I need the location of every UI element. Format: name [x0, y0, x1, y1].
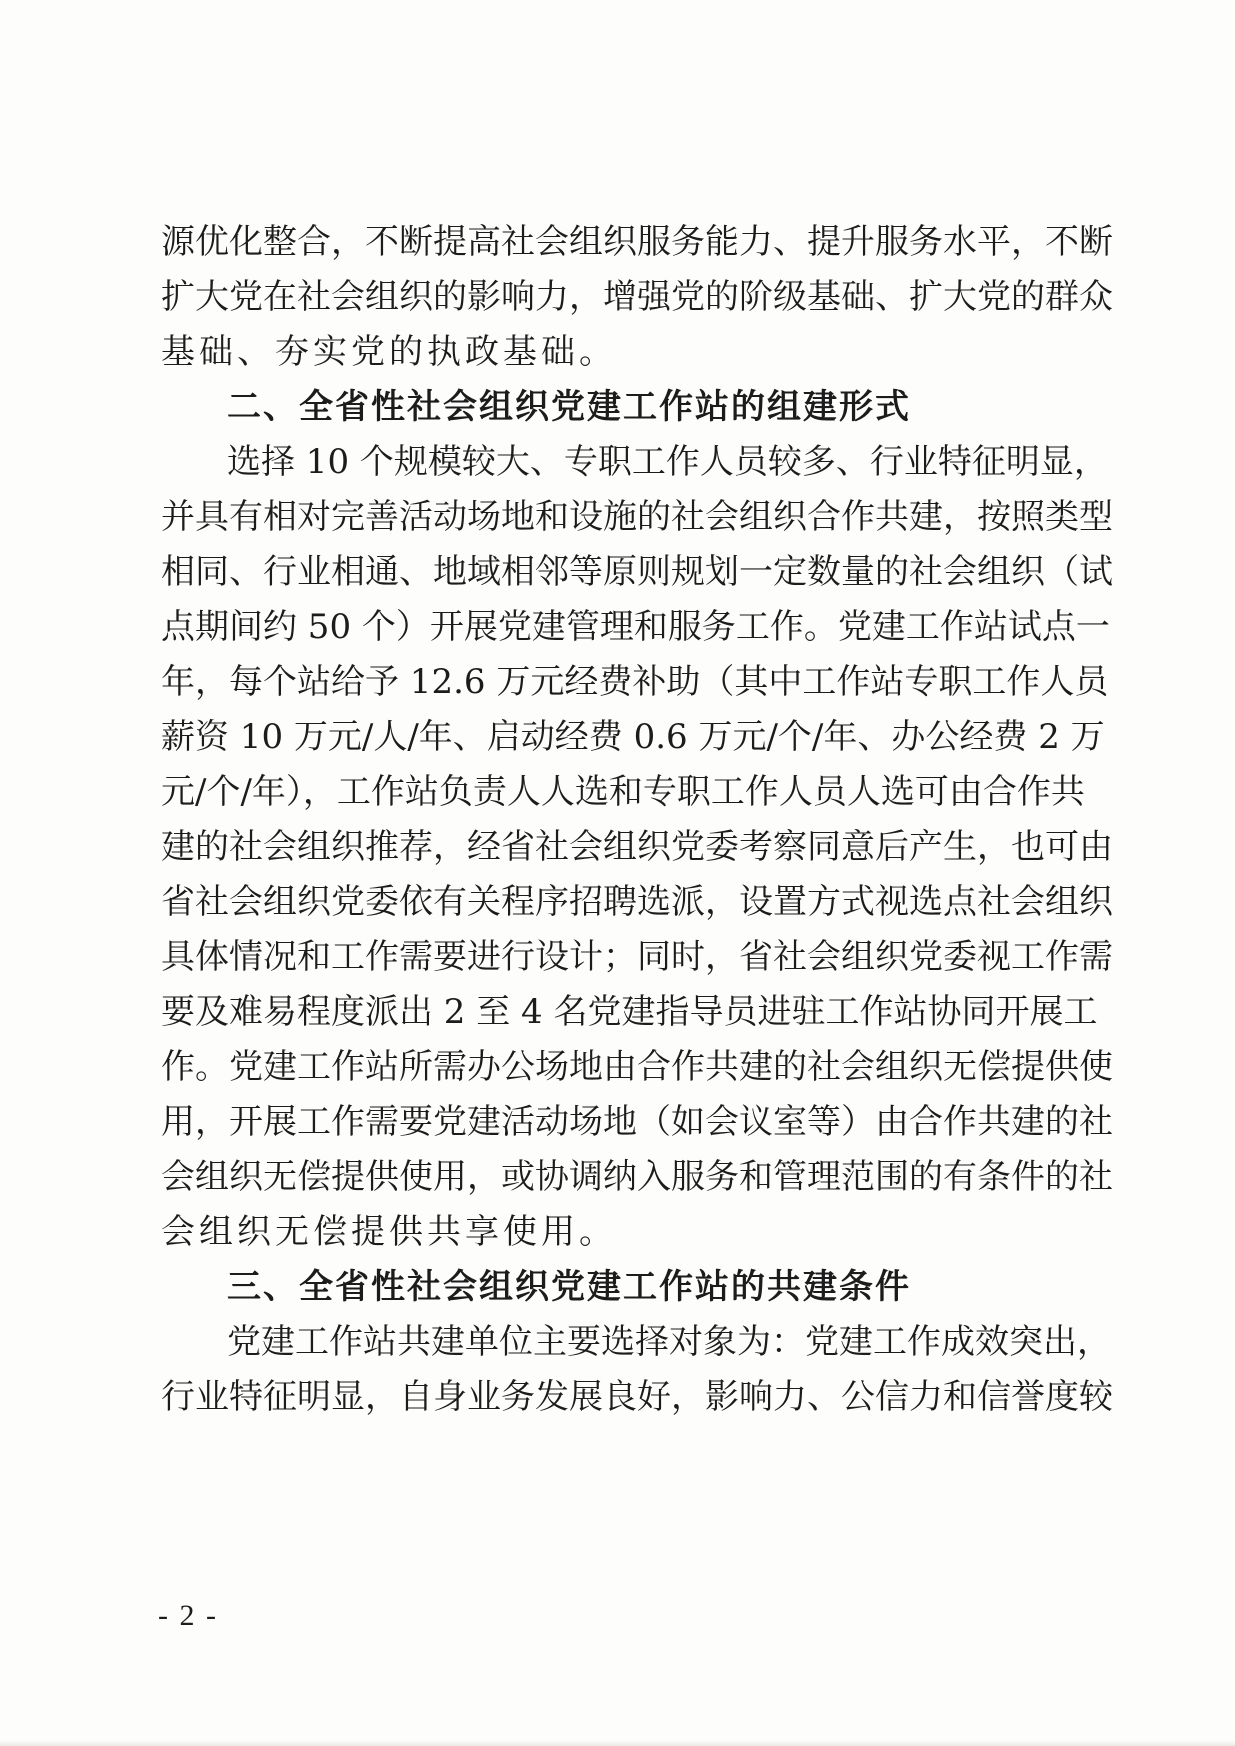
- paragraph-line: 扩大党在社会组织的影响力，增强党的阶级基础、扩大党的群众: [161, 277, 1113, 317]
- section-heading: 二、全省性社会组织党建工作站的组建形式: [227, 387, 911, 427]
- scan-edge: [0, 1740, 1235, 1746]
- paragraph-line: 党建工作站共建单位主要选择对象为：党建工作成效突出，: [227, 1322, 1111, 1362]
- paragraph-line: 年，每个站给予 12.6 万元经费补助（其中工作站专职工作人员: [161, 662, 1109, 702]
- paragraph-line: 建的社会组织推荐，经省社会组织党委考察同意后产生，也可由: [161, 827, 1113, 867]
- paragraph-line: 相同、行业相通、地域相邻等原则规划一定数量的社会组织（试: [161, 552, 1113, 592]
- paragraph-line: 行业特征明显，自身业务发展良好，影响力、公信力和信誉度较: [161, 1377, 1113, 1417]
- section-heading: 三、全省性社会组织党建工作站的共建条件: [227, 1267, 911, 1307]
- paragraph-line: 省社会组织党委依有关程序招聘选派，设置方式视选点社会组织: [161, 882, 1113, 922]
- paragraph-line: 用，开展工作需要党建活动场地（如会议室等）由合作共建的社: [161, 1102, 1113, 1142]
- paragraph-line: 要及难易程度派出 2 至 4 名党建指导员进驻工作站协同开展工: [161, 992, 1098, 1032]
- paragraph-line: 薪资 10 万元/人/年、启动经费 0.6 万元/个/年、办公经费 2 万: [161, 717, 1105, 757]
- paragraph-line: 元/个/年），工作站负责人人选和专职工作人员人选可由合作共: [161, 772, 1085, 812]
- paragraph-line: 会组织无偿提供共享使用。: [161, 1212, 617, 1252]
- page-number: - 2 -: [158, 1599, 218, 1632]
- paragraph-line: 点期间约 50 个）开展党建管理和服务工作。党建工作站试点一: [161, 607, 1110, 647]
- paragraph-line: 基础、夯实党的执政基础。: [161, 332, 617, 372]
- paragraph-line: 作。党建工作站所需办公场地由合作共建的社会组织无偿提供使: [161, 1047, 1113, 1087]
- paragraph-line: 具体情况和工作需要进行设计；同时，省社会组织党委视工作需: [161, 937, 1113, 977]
- paragraph-line: 源优化整合，不断提高社会组织服务能力、提升服务水平，不断: [161, 222, 1113, 262]
- paragraph-line: 并具有相对完善活动场地和设施的社会组织合作共建，按照类型: [161, 497, 1113, 537]
- paragraph-line: 选择 10 个规模较大、专职工作人员较多、行业特征明显，: [227, 442, 1108, 482]
- paragraph-line: 会组织无偿提供使用，或协调纳入服务和管理范围的有条件的社: [161, 1157, 1113, 1197]
